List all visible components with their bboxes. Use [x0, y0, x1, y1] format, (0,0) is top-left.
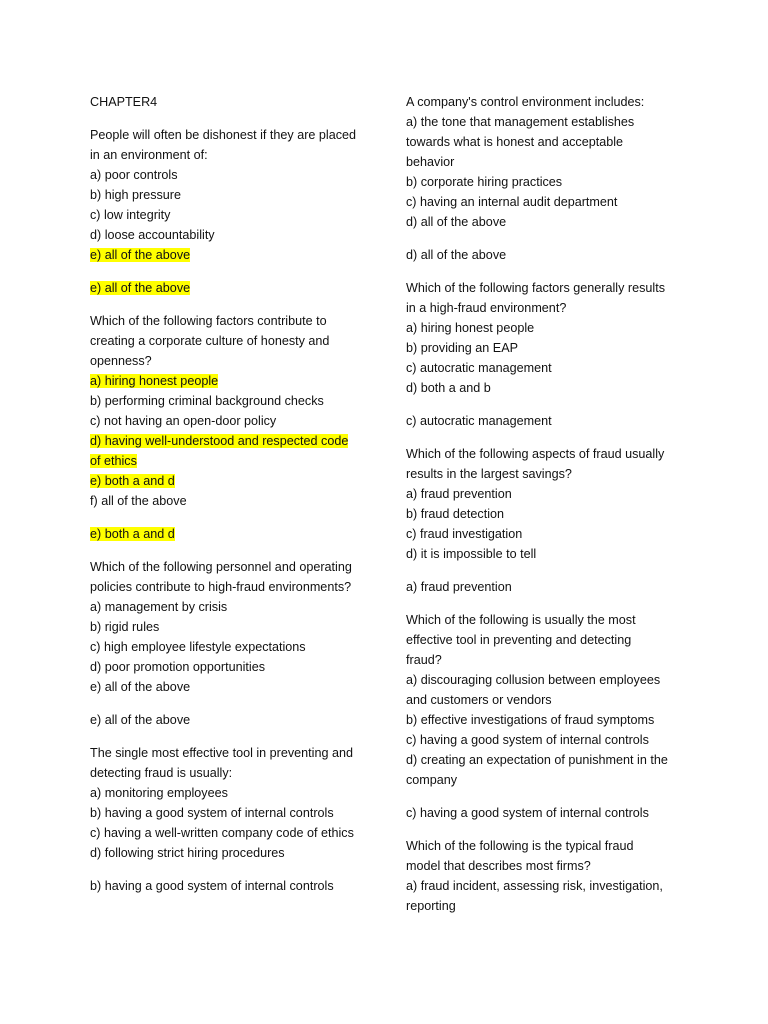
highlighted-text: of ethics [90, 454, 137, 468]
text-line [90, 225, 375, 245]
question-block [90, 125, 375, 265]
text-line [90, 371, 375, 391]
line-text: policies contribute to high-fraud environments? [90, 580, 352, 594]
block-spacer [90, 697, 375, 710]
text-line [90, 823, 375, 843]
text-line [90, 351, 375, 371]
text-line [406, 338, 691, 358]
answer-block [90, 876, 375, 896]
line-text: results in the largest savings? [406, 467, 572, 481]
text-line [406, 896, 691, 916]
text-line [406, 92, 691, 112]
text-line [406, 318, 691, 338]
text-line [90, 491, 375, 511]
block-spacer [90, 298, 375, 311]
text-line [90, 165, 375, 185]
text-line [406, 770, 691, 790]
line-text: Which of the following aspects of fraud usually [406, 447, 665, 461]
text-line [406, 876, 691, 896]
line-text: Which of the following factors contribute to [90, 314, 327, 328]
text-line [406, 544, 691, 564]
answer-block [406, 245, 691, 265]
text-line [90, 557, 375, 577]
text-line [90, 803, 375, 823]
line-text: e) all of the above [90, 713, 191, 727]
text-line [406, 710, 691, 730]
line-text: a) management by crisis [90, 600, 228, 614]
highlighted-text: e) all of the above [90, 248, 191, 262]
text-line [406, 484, 691, 504]
block-spacer [406, 823, 691, 836]
line-text: b) fraud detection [406, 507, 505, 521]
text-line [90, 451, 375, 471]
line-text: a) hiring honest people [406, 321, 535, 335]
line-text: behavior [406, 155, 455, 169]
block-spacer [406, 597, 691, 610]
line-text: in a high-fraud environment? [406, 301, 567, 315]
text-line [406, 856, 691, 876]
question-block [90, 743, 375, 863]
block-spacer [90, 730, 375, 743]
line-text: b) high pressure [90, 188, 182, 202]
text-line [406, 172, 691, 192]
block-spacer [90, 544, 375, 557]
question-block [90, 557, 375, 697]
text-line [406, 132, 691, 152]
line-text: d) creating an expectation of punishment in the [406, 753, 668, 767]
line-text: Which of the following personnel and operating [90, 560, 352, 574]
block-spacer [90, 265, 375, 278]
line-text: a) discouraging collusion between employees [406, 673, 661, 687]
line-text: e) all of the above [90, 680, 191, 694]
line-text: Which of the following is the typical fraud [406, 839, 634, 853]
text-line [90, 597, 375, 617]
line-text: c) having an internal audit department [406, 195, 618, 209]
line-text: c) autocratic management [406, 361, 552, 375]
text-line [90, 278, 375, 298]
line-text: c) having a good system of internal controls [406, 733, 649, 747]
line-text: b) effective investigations of fraud symptoms [406, 713, 655, 727]
text-line [90, 876, 375, 896]
text-line [406, 444, 691, 464]
answer-block [90, 278, 375, 298]
highlighted-text: a) hiring honest people [90, 374, 219, 388]
line-text: c) fraud investigation [406, 527, 523, 541]
text-line [90, 743, 375, 763]
line-text: model that describes most firms? [406, 859, 591, 873]
highlighted-text: e) both a and d [90, 474, 175, 488]
line-text: c) having a well-written company code of ethics [90, 826, 354, 840]
text-line [406, 378, 691, 398]
line-text: c) having a good system of internal controls [406, 806, 649, 820]
text-line [90, 657, 375, 677]
question-block [406, 444, 691, 564]
text-line [406, 358, 691, 378]
text-line [90, 331, 375, 351]
line-text: towards what is honest and acceptable [406, 135, 624, 149]
text-line [90, 431, 375, 451]
text-line [406, 212, 691, 232]
line-text: reporting [406, 899, 456, 913]
block-spacer [406, 790, 691, 803]
highlighted-text: d) having well-understood and respected code [90, 434, 349, 448]
line-text: d) both a and b [406, 381, 491, 395]
text-line [90, 92, 375, 112]
line-text: a) poor controls [90, 168, 178, 182]
line-text: CHAPTER4 [90, 95, 158, 109]
line-text: d) poor promotion opportunities [90, 660, 266, 674]
line-text: Which of the following factors generally results [406, 281, 665, 295]
text-line [406, 278, 691, 298]
line-text: b) rigid rules [90, 620, 160, 634]
line-text: and customers or vendors [406, 693, 552, 707]
text-line [90, 125, 375, 145]
text-line [406, 152, 691, 172]
question-block [406, 278, 691, 398]
right-column [406, 92, 691, 916]
text-line [90, 205, 375, 225]
text-line [406, 650, 691, 670]
text-line [90, 391, 375, 411]
block-spacer [406, 564, 691, 577]
text-line [90, 411, 375, 431]
text-line [406, 690, 691, 710]
line-text: c) low integrity [90, 208, 171, 222]
text-line [406, 192, 691, 212]
text-line [406, 524, 691, 544]
line-text: effective tool in preventing and detecting [406, 633, 632, 647]
line-text: company [406, 773, 458, 787]
text-line [90, 763, 375, 783]
block-spacer [406, 398, 691, 411]
text-line [90, 185, 375, 205]
text-line [406, 504, 691, 524]
line-text: c) autocratic management [406, 414, 552, 428]
block-spacer [406, 232, 691, 245]
line-text: openness? [90, 354, 152, 368]
line-text: b) performing criminal background checks [90, 394, 324, 408]
line-text: in an environment of: [90, 148, 208, 162]
line-text: b) having a good system of internal controls [90, 806, 334, 820]
answer-block [406, 577, 691, 597]
left-column [90, 92, 375, 896]
answer-block [406, 803, 691, 823]
line-text: d) loose accountability [90, 228, 215, 242]
highlighted-text: e) all of the above [90, 281, 191, 295]
text-line [406, 803, 691, 823]
block-spacer [406, 431, 691, 444]
text-line [90, 637, 375, 657]
line-text: A company's control environment includes: [406, 95, 645, 109]
question-block [406, 92, 691, 232]
block-spacer [90, 511, 375, 524]
text-line [90, 783, 375, 803]
text-line [406, 670, 691, 690]
text-line [90, 245, 375, 265]
text-line [90, 311, 375, 331]
line-text: b) corporate hiring practices [406, 175, 563, 189]
line-text: detecting fraud is usually: [90, 766, 233, 780]
block-spacer [406, 265, 691, 278]
line-text: The single most effective tool in preventing and [90, 746, 353, 760]
line-text: a) monitoring employees [90, 786, 228, 800]
answer-block [90, 524, 375, 544]
text-line [406, 577, 691, 597]
text-line [406, 298, 691, 318]
text-line [90, 524, 375, 544]
line-text: d) all of the above [406, 248, 507, 262]
line-text: d) it is impossible to tell [406, 547, 537, 561]
line-text: d) all of the above [406, 215, 507, 229]
line-text: b) providing an EAP [406, 341, 519, 355]
line-text: a) the tone that management establishes [406, 115, 635, 129]
text-line [406, 750, 691, 770]
line-text: a) fraud prevention [406, 487, 512, 501]
text-line [90, 577, 375, 597]
line-text: f) all of the above [90, 494, 187, 508]
line-text: Which of the following is usually the most [406, 613, 636, 627]
line-text: People will often be dishonest if they are placed [90, 128, 357, 142]
text-line [90, 617, 375, 637]
highlighted-text: e) both a and d [90, 527, 175, 541]
text-line [90, 843, 375, 863]
line-text: c) high employee lifestyle expectations [90, 640, 306, 654]
line-text: a) fraud incident, assessing risk, investigation, [406, 879, 663, 893]
line-text: fraud? [406, 653, 442, 667]
text-line [406, 245, 691, 265]
text-line [90, 145, 375, 165]
answer-block [406, 411, 691, 431]
text-line [406, 730, 691, 750]
text-line [406, 630, 691, 650]
question-block [406, 836, 691, 916]
text-line [90, 677, 375, 697]
text-line [406, 836, 691, 856]
block-spacer [90, 112, 375, 125]
question-block [90, 311, 375, 511]
answer-block [90, 710, 375, 730]
line-text: c) not having an open-door policy [90, 414, 277, 428]
text-line [406, 112, 691, 132]
text-line [406, 610, 691, 630]
line-text: d) following strict hiring procedures [90, 846, 285, 860]
line-text: creating a corporate culture of honesty and [90, 334, 330, 348]
question-block [406, 610, 691, 790]
block-spacer [90, 863, 375, 876]
question-block [90, 92, 375, 112]
line-text: b) having a good system of internal controls [90, 879, 334, 893]
line-text: a) fraud prevention [406, 580, 512, 594]
text-line [90, 710, 375, 730]
text-line [406, 464, 691, 484]
text-line [406, 411, 691, 431]
text-line [90, 471, 375, 491]
